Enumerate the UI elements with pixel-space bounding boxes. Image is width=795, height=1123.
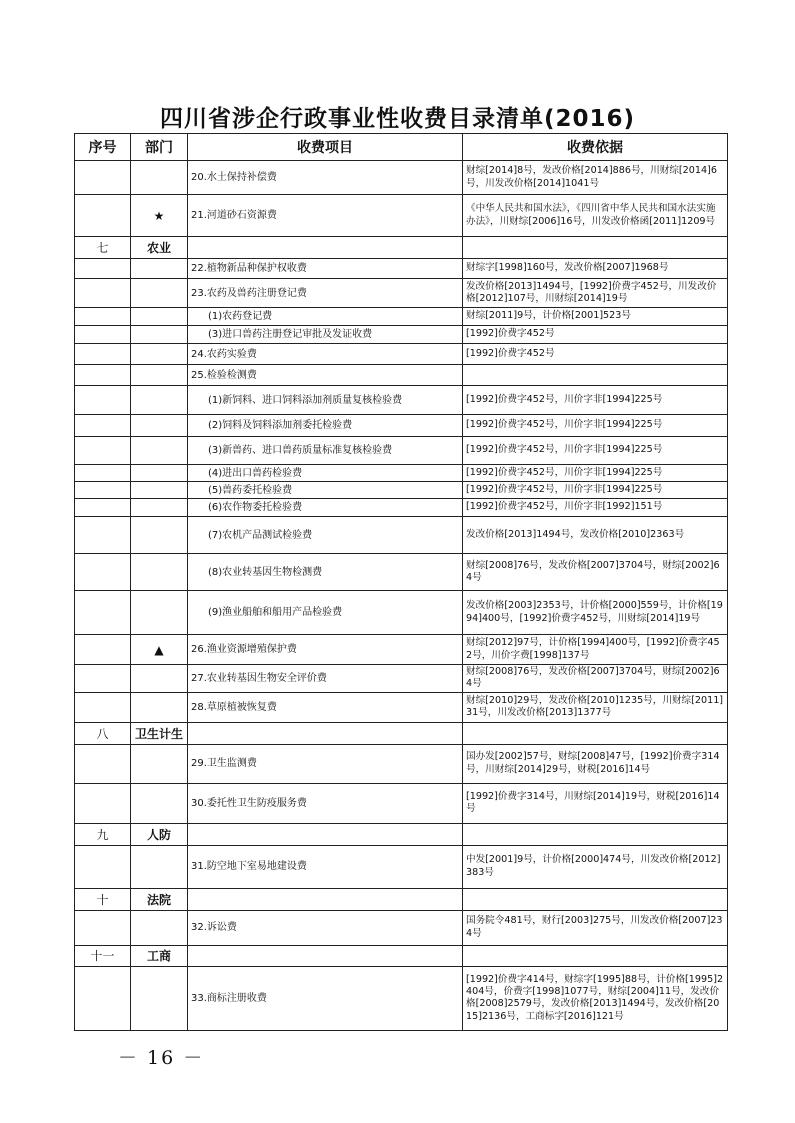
table-row — [75, 386, 728, 415]
header-dept: 部门 — [131, 134, 188, 161]
row-fee-basis — [463, 722, 728, 744]
row-fee-basis — [463, 945, 728, 966]
row-seq — [75, 279, 131, 308]
table-row — [75, 823, 728, 845]
page-number: － 16 － — [118, 1047, 205, 1069]
row-fee-item — [188, 237, 463, 259]
row-seq — [75, 465, 131, 482]
row-fee-item: (6)农作物委托检验费 — [188, 499, 463, 517]
table-row — [75, 365, 728, 386]
row-fee-basis: 国办发[2002]57号，财综[2008]47号，[1992]价费字314号，川财综[2014]29号，财税[2016]14号 — [463, 744, 728, 783]
row-seq: 七 — [75, 237, 131, 259]
table-row — [75, 437, 728, 465]
table-row — [75, 308, 728, 326]
row-fee-item: (9)渔业船舶和船用产品检验费 — [188, 591, 463, 635]
row-fee-basis: 财综[2008]76号，发改价格[2007]3704号，财综[2002]64号 — [463, 665, 728, 693]
row-seq — [75, 966, 131, 1030]
row-seq — [75, 554, 131, 591]
row-fee-basis: 中发[2001]9号，计价格[2000]474号，川发改价格[2012]383号 — [463, 845, 728, 888]
row-fee-basis: 财综[2014]8号，发改价格[2014]886号，川财综[2014]6号，川发改价格[2014]1041号 — [463, 161, 728, 195]
row-dept — [131, 554, 188, 591]
row-fee-item: (1)新饲料、进口饲料添加剂质量复核检验费 — [188, 386, 463, 415]
row-seq — [75, 692, 131, 722]
table-row — [75, 344, 728, 365]
row-fee-item: 30.委托性卫生防疫服务费 — [188, 783, 463, 823]
table-row — [75, 845, 728, 888]
row-seq — [75, 161, 131, 195]
row-dept — [131, 161, 188, 195]
row-seq — [75, 845, 131, 888]
row-fee-basis: [1992]价费字452号，川价字非[1992]151号 — [463, 499, 728, 517]
row-fee-item: 21.河道砂石资源费 — [188, 195, 463, 237]
table-row — [75, 517, 728, 554]
row-fee-item: 27.农业转基因生物安全评价费 — [188, 665, 463, 693]
table-header-row — [75, 134, 728, 161]
table-row — [75, 692, 728, 722]
row-fee-basis: [1992]价费字314号，川财综[2014]19号，财税[2016]14号 — [463, 783, 728, 823]
table-row — [75, 744, 728, 783]
row-dept — [131, 415, 188, 437]
row-fee-basis: [1992]价费字414号，财综字[1995]88号，计价格[1995]2404号，价费字[1998]1077号，财综[2004]11号，发改价格[2008]2579号，发改价格[2013]1494号，发改价格[2015]2136号，工商标字[2016]121号 — [463, 966, 728, 1030]
row-fee-basis: 财综[2012]97号，计价格[1994]400号，[1992]价费字452号，川价字费[1998]137号 — [463, 635, 728, 665]
row-fee-basis — [463, 888, 728, 910]
row-seq — [75, 308, 131, 326]
row-fee-basis: [1992]价费字452号，川价字非[1994]225号 — [463, 386, 728, 415]
row-fee-item: 32.诉讼费 — [188, 910, 463, 945]
row-dept — [131, 279, 188, 308]
row-seq — [75, 517, 131, 554]
row-seq: 八 — [75, 722, 131, 744]
row-seq — [75, 437, 131, 465]
header-seq: 序号 — [75, 134, 131, 161]
page-title: 四川省涉企行政事业性收费目录清单(2016) — [159, 106, 636, 132]
row-fee-item: 28.草原植被恢复费 — [188, 692, 463, 722]
table-row — [75, 722, 728, 744]
row-seq — [75, 344, 131, 365]
row-dept — [131, 482, 188, 499]
row-fee-item: 29.卫生监测费 — [188, 744, 463, 783]
row-fee-item: 22.植物新品种保护权收费 — [188, 259, 463, 279]
header-basis: 收费依据 — [463, 134, 728, 161]
row-seq — [75, 635, 131, 665]
row-fee-item: 24.农药实验费 — [188, 344, 463, 365]
row-dept — [131, 692, 188, 722]
row-seq — [75, 259, 131, 279]
row-fee-item: (7)农机产品测试检验费 — [188, 517, 463, 554]
row-fee-item: (3)新兽药、进口兽药质量标准复核检验费 — [188, 437, 463, 465]
table-row — [75, 237, 728, 259]
row-fee-basis: 财综字[1998]160号，发改价格[2007]1968号 — [463, 259, 728, 279]
row-dept — [131, 665, 188, 693]
row-dept — [131, 259, 188, 279]
table-row — [75, 554, 728, 591]
row-dept: 卫生计生 — [131, 722, 188, 744]
table-row — [75, 665, 728, 693]
row-seq: 十一 — [75, 945, 131, 966]
table-row — [75, 499, 728, 517]
row-fee-item: (2)饲料及饲料添加剂委托检验费 — [188, 415, 463, 437]
row-dept — [131, 365, 188, 386]
row-fee-basis: 国务院令481号，财行[2003]275号，川发改价格[2007]234号 — [463, 910, 728, 945]
row-dept — [131, 783, 188, 823]
table-body — [75, 161, 728, 1031]
row-dept — [131, 744, 188, 783]
row-fee-item: 26.渔业资源增殖保护费 — [188, 635, 463, 665]
fee-catalog-table — [74, 133, 728, 1031]
row-dept — [131, 966, 188, 1030]
row-dept — [131, 465, 188, 482]
table-row — [75, 966, 728, 1030]
row-fee-basis: 发改价格[2003]2353号，计价格[2000]559号，计价格[1994]400号，[1992]价费字452号，川财综[2014]19号 — [463, 591, 728, 635]
row-seq — [75, 665, 131, 693]
row-dept: ★ — [131, 195, 188, 237]
row-dept: ▲ — [131, 635, 188, 665]
table-row — [75, 415, 728, 437]
table-row — [75, 635, 728, 665]
row-dept — [131, 517, 188, 554]
row-seq — [75, 910, 131, 945]
row-fee-item — [188, 945, 463, 966]
table-row — [75, 482, 728, 499]
row-dept: 人防 — [131, 823, 188, 845]
row-seq — [75, 783, 131, 823]
row-seq — [75, 415, 131, 437]
row-fee-basis: [1992]价费字452号 — [463, 344, 728, 365]
row-dept: 法院 — [131, 888, 188, 910]
row-fee-item: (3)进口兽药注册登记审批及发证收费 — [188, 326, 463, 344]
row-dept — [131, 591, 188, 635]
row-fee-item: 31.防空地下室易地建设费 — [188, 845, 463, 888]
row-dept — [131, 910, 188, 945]
table-row — [75, 326, 728, 344]
row-dept — [131, 386, 188, 415]
header-item: 收费项目 — [188, 134, 463, 161]
row-fee-item — [188, 722, 463, 744]
row-fee-item: 25.检验检测费 — [188, 365, 463, 386]
row-seq — [75, 482, 131, 499]
row-fee-item — [188, 888, 463, 910]
table-row — [75, 161, 728, 195]
row-fee-item: 23.农药及兽药注册登记费 — [188, 279, 463, 308]
row-dept — [131, 437, 188, 465]
row-dept — [131, 344, 188, 365]
row-fee-item — [188, 823, 463, 845]
row-fee-item: 33.商标注册收费 — [188, 966, 463, 1030]
row-dept: 农业 — [131, 237, 188, 259]
row-seq — [75, 386, 131, 415]
row-fee-basis: 《中华人民共和国水法》，《四川省中华人民共和国水法实施办法》，川财综[2006]16号，川发改价格函[2011]1209号 — [463, 195, 728, 237]
row-fee-basis: 发改价格[2013]1494号，[1992]价费字452号，川发改价格[2012]107号，川财综[2014]19号 — [463, 279, 728, 308]
row-fee-basis — [463, 237, 728, 259]
row-dept — [131, 845, 188, 888]
row-fee-item: (8)农业转基因生物检测费 — [188, 554, 463, 591]
row-fee-basis: 财综[2011]9号，计价格[2001]523号 — [463, 308, 728, 326]
row-fee-basis: [1992]价费字452号，川价字非[1994]225号 — [463, 482, 728, 499]
row-fee-item: (1)农药登记费 — [188, 308, 463, 326]
row-fee-basis — [463, 365, 728, 386]
row-fee-basis: 财综[2010]29号，发改价格[2010]1235号，川财综[2011]31号，川发改价格[2013]1377号 — [463, 692, 728, 722]
row-fee-item: (4)进出口兽药检验费 — [188, 465, 463, 482]
row-fee-basis: [1992]价费字452号 — [463, 326, 728, 344]
table-row — [75, 465, 728, 482]
table-row — [75, 910, 728, 945]
row-fee-basis: 发改价格[2013]1494号，发改价格[2010]2363号 — [463, 517, 728, 554]
row-dept — [131, 326, 188, 344]
row-fee-basis: [1992]价费字452号，川价字非[1994]225号 — [463, 465, 728, 482]
row-fee-basis: [1992]价费字452号，川价字非[1994]225号 — [463, 415, 728, 437]
table-row — [75, 259, 728, 279]
row-fee-item: (5)兽药委托检验费 — [188, 482, 463, 499]
row-fee-basis — [463, 823, 728, 845]
row-seq — [75, 744, 131, 783]
row-seq: 九 — [75, 823, 131, 845]
row-seq: 十 — [75, 888, 131, 910]
row-fee-item: 20.水土保持补偿费 — [188, 161, 463, 195]
row-dept — [131, 308, 188, 326]
row-seq — [75, 499, 131, 517]
table-row — [75, 888, 728, 910]
row-fee-basis: 财综[2008]76号，发改价格[2007]3704号，财综[2002]64号 — [463, 554, 728, 591]
row-dept — [131, 499, 188, 517]
row-dept: 工商 — [131, 945, 188, 966]
table-row — [75, 279, 728, 308]
row-fee-basis: [1992]价费字452号，川价字非[1994]225号 — [463, 437, 728, 465]
row-seq — [75, 365, 131, 386]
row-seq — [75, 326, 131, 344]
table-row — [75, 591, 728, 635]
row-seq — [75, 195, 131, 237]
table-row — [75, 195, 728, 237]
table-row — [75, 783, 728, 823]
row-seq — [75, 591, 131, 635]
table-row — [75, 945, 728, 966]
